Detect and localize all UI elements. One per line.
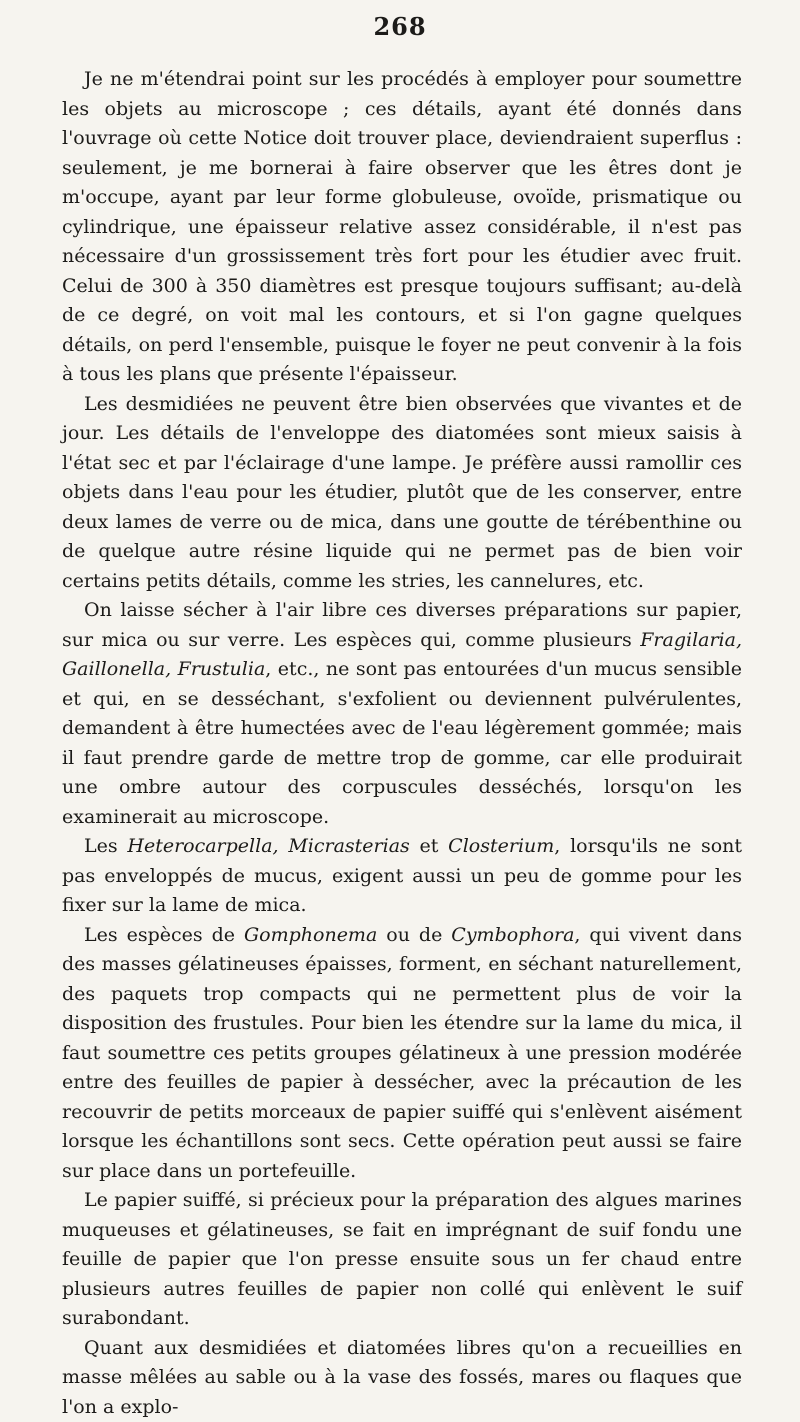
genus-names: Closterium <box>448 835 554 857</box>
paragraph-text: , etc., ne sont pas entourées d'un mucus sensible et qui, en se desséchant, s'exfolient ou deviennent pulvérulentes, demandent à être humectées avec de l'eau légèrement gommée; mais il faut prendre garde de mettre trop de gomme, car elle produirait une ombre autour des corpuscules desséchés, lorsqu'on les examinerait au microscope. <box>62 658 742 828</box>
paragraph-desmidiees-observation: Les desmidiées ne peuvent être bien observées que vivantes et de jour. Les détails de l'enveloppe des diatomées sont mieux saisis à l'état sec et par l'éclairage d'une lampe. Je préfère aussi ramollir ces objets dans l'eau pour les étudier, plutôt que de les conserver, entre deux lames de verre ou de mica, dans une goutte de térébenthine ou de quelque autre résine liquide qui ne permet pas de bien voir certains petits détails, comme les stries, les cannelures, etc. <box>62 390 742 597</box>
paragraph-text: Les <box>84 835 127 857</box>
paragraph-text: , lorsqu'ils ne sont pas enveloppés de mucus, exigent aussi un peu de gomme pour les fixer sur la lame de mica. <box>62 835 742 916</box>
paragraph-heterocarpella <box>62 832 742 921</box>
paragraph-drying-preparations <box>62 596 742 832</box>
paragraph-gomphonema <box>62 921 742 1187</box>
paragraph-text: ou de <box>377 924 451 946</box>
paragraph-free-desmidiees: Quant aux desmidiées et diatomées libres qu'on a recueillies en masse mêlées au sable ou à la vase des fossés, mares ou flaques que l'on a explo- <box>62 1334 742 1422</box>
body-text <box>62 65 742 1422</box>
paragraph-papier-suiffe: Le papier suiffé, si précieux pour la préparation des algues marines muqueuses et gélatineuses, se fait en imprégnant de suif fondu une feuille de papier que l'on presse ensuite sous un fer chaud entre plusieurs autres feuilles de papier non collé qui enlèvent le suif surabondant. <box>62 1186 742 1334</box>
genus-names: Heterocarpella, Micrasterias <box>127 835 409 857</box>
paragraph-text: Les espèces de <box>84 924 244 946</box>
genus-names: Gomphonema <box>244 924 377 946</box>
paragraph-text: et <box>410 835 448 857</box>
genus-names: Cymbophora <box>451 924 574 946</box>
paragraph-text: On laisse sécher à l'air libre ces diverses préparations sur papier, sur mica ou sur verre. Les espèces qui, comme plusieurs <box>62 599 742 651</box>
paragraph-text: , qui vivent dans des masses gélatineuses épaisses, forment, en séchant naturellement, des paquets trop compacts qui ne permettent plus de voir la disposition des frustules. Pour bien les étendre sur la lame du mica, il faut soumettre ces petits groupes gélatineux à une pression modérée entre des feuilles de papier à dessécher, avec la précaution de les recouvrir de petits morceaux de papier suiffé qui s'enlèvent aisément lorsque les échantillons sont secs. Cette opération peut aussi se faire sur place dans un portefeuille. <box>62 924 742 1182</box>
genus-names: Fragilaria, Gaillonella, Frustulia <box>62 629 742 681</box>
page-number: 268 <box>0 12 800 41</box>
paragraph-microscope-procedures: Je ne m'étendrai point sur les procédés à employer pour soumettre les objets au microscope ; ces détails, ayant été donnés dans l'ouvrage où cette Notice doit trouver place, deviendraient superflus : seulement, je me bornerai à faire observer que les êtres dont je m'occupe, ayant par leur forme globuleuse, ovoïde, prismatique ou cylindrique, une épaisseur relative assez considérable, il n'est pas nécessaire d'un grossissement très fort pour les étudier avec fruit. Celui de 300 à 350 diamètres est presque toujours suffisant; au-delà de ce degré, on voit mal les contours, et si l'on gagne quelques détails, on perd l'ensemble, puisque le foyer ne peut convenir à la fois à tous les plans que présente l'épaisseur. <box>62 65 742 390</box>
